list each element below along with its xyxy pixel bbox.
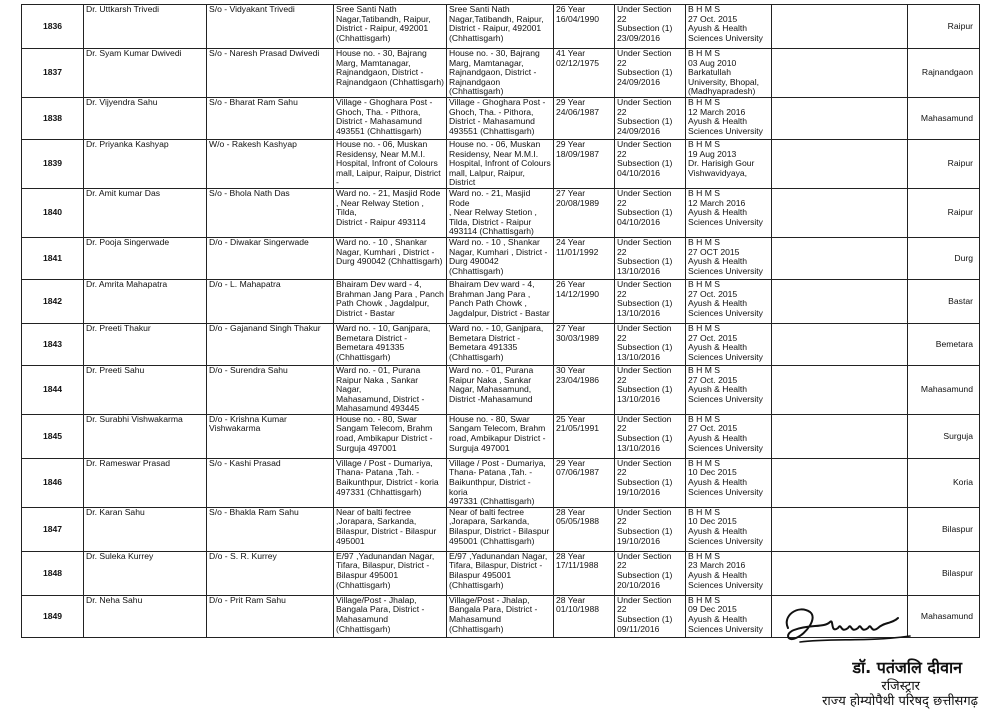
qualification: B H M S 27 Oct. 2015 Ayush & Health Sciences University: [686, 323, 772, 365]
district: Raipur: [908, 5, 980, 49]
serial-number: 1848: [22, 551, 84, 595]
registration-section: Under Section 22 Subsection (1) 23/09/2016: [615, 5, 686, 49]
permanent-address: Ward no. - 10 , Shankar Nagar, Kumhari , District - Durg 490042 (Chhattisgarh): [334, 237, 447, 279]
serial-number: 1838: [22, 97, 84, 139]
blank-cell: [772, 237, 908, 279]
permanent-address: Ward no. - 10, Ganjpara, Bemetara District - Bemetara 491335 (Chhattisgarh): [334, 323, 447, 365]
blank-cell: [772, 414, 908, 458]
qualification: B H M S 27 OCT 2015 Ayush & Health Sciences University: [686, 237, 772, 279]
correspondence-address: E/97 ,Yadunandan Nagar, Tifara, Bilaspur, District - Bilaspur 495001 (Chhattisgarh): [447, 551, 554, 595]
table-row: [22, 49, 980, 98]
applicant-name: Dr. Priyanka Kashyap: [84, 139, 207, 188]
registration-section: Under Section 22 Subsection (1) 24/09/2016: [615, 97, 686, 139]
district: Raipur: [908, 139, 980, 188]
applicant-name: Dr. Pooja Singerwade: [84, 237, 207, 279]
blank-cell: [772, 139, 908, 188]
applicant-name: Dr. Vijyendra Sahu: [84, 97, 207, 139]
serial-number: 1845: [22, 414, 84, 458]
applicant-relation: S/o - Kashi Prasad: [207, 458, 334, 507]
applicant-relation: D/o - Diwakar Singerwade: [207, 237, 334, 279]
applicant-name: Dr. Rameswar Prasad: [84, 458, 207, 507]
serial-number: 1847: [22, 507, 84, 551]
serial-number: 1844: [22, 365, 84, 414]
blank-cell: [772, 458, 908, 507]
signatory-organization: राज्य होम्योपैथी परिषद् छत्तीसगढ़: [822, 694, 978, 709]
applicant-name: Dr. Preeti Sahu: [84, 365, 207, 414]
qualification: B H M S 03 Aug 2010 Barkatullah University, Bhopal, (Madhyapradesh): [686, 49, 772, 98]
district: Bastar: [908, 279, 980, 323]
registration-section: Under Section 22 Subsection (1) 13/10/2016: [615, 323, 686, 365]
qualification: B H M S 12 March 2016 Ayush & Health Sciences University: [686, 97, 772, 139]
correspondence-address: Ward no. - 21, Masjid Rode , Near Relway Stetion , Tilda, District - Raipur 493114 (Chhattisgarh): [447, 188, 554, 237]
age-and-dob: 25 Year 21/05/1991: [554, 414, 615, 458]
applicant-name: Dr. Neha Sahu: [84, 595, 207, 637]
applicant-relation: D/o - Surendra Sahu: [207, 365, 334, 414]
applicant-name: Dr. Amit kumar Das: [84, 188, 207, 237]
age-and-dob: 29 Year 24/06/1987: [554, 97, 615, 139]
correspondence-address: House no. - 80, Swar Sangam Telecom, Brahm road, Ambikapur District - Surguja 497001: [447, 414, 554, 458]
table-row: [22, 279, 980, 323]
district: Rajnandgaon: [908, 49, 980, 98]
blank-cell: [772, 5, 908, 49]
table-row: [22, 5, 980, 49]
district: Bilaspur: [908, 507, 980, 551]
serial-number: 1841: [22, 237, 84, 279]
applicant-relation: S/o - Naresh Prasad Dwivedi: [207, 49, 334, 98]
registration-section: Under Section 22 Subsection (1) 24/09/2016: [615, 49, 686, 98]
serial-number: 1843: [22, 323, 84, 365]
registration-section: Under Section 22 Subsection (1) 04/10/2016: [615, 188, 686, 237]
qualification: B H M S 12 March 2016 Ayush & Health Sciences University: [686, 188, 772, 237]
permanent-address: House no. - 80, Swar Sangam Telecom, Brahm road, Ambikapur District - Surguja 497001: [334, 414, 447, 458]
permanent-address: Ward no. - 01, Purana Raipur Naka , Sankar Nagar, Mahasamund, District - Mahasamund 493445: [334, 365, 447, 414]
applicant-relation: S/o - Bharat Ram Sahu: [207, 97, 334, 139]
registration-table: [21, 4, 980, 638]
district: Koria: [908, 458, 980, 507]
district: Raipur: [908, 188, 980, 237]
registration-section: Under Section 22 Subsection (1) 20/10/2016: [615, 551, 686, 595]
table-row: [22, 507, 980, 551]
permanent-address: Village / Post - Dumariya, Thana- Patana ,Tah. - Baikunthpur, District - koria 497331 (Chhattisgarh): [334, 458, 447, 507]
applicant-name: Dr. Uttkarsh Trivedi: [84, 5, 207, 49]
table-row: [22, 323, 980, 365]
qualification: B H M S 27 Oct. 2015 Ayush & Health Sciences University: [686, 365, 772, 414]
table-row: [22, 458, 980, 507]
permanent-address: Near of balti fectree ,Jorapara, Sarkanda, Bilaspur, District - Bilaspur 495001: [334, 507, 447, 551]
qualification: B H M S 27 Oct. 2015 Ayush & Health Sciences University: [686, 279, 772, 323]
table-row: [22, 237, 980, 279]
applicant-name: Dr. Surabhi Vishwakarma: [84, 414, 207, 458]
blank-cell: [772, 323, 908, 365]
serial-number: 1842: [22, 279, 84, 323]
correspondence-address: Near of balti fectree ,Jorapara, Sarkanda, Bilaspur, District - Bilaspur 495001 (Chhattisgarh): [447, 507, 554, 551]
age-and-dob: 27 Year 20/08/1989: [554, 188, 615, 237]
table-row: [22, 139, 980, 188]
table-row: [22, 414, 980, 458]
correspondence-address: Ward no. - 10 , Shankar Nagar, Kumhari , District - Durg 490042 (Chhattisgarh): [447, 237, 554, 279]
registration-section: Under Section 22 Subsection (1) 04/10/2016: [615, 139, 686, 188]
permanent-address: Bhairam Dev ward - 4, Brahman Jang Para , Panch Path Chowk , Jagdalpur, District - Bastar: [334, 279, 447, 323]
age-and-dob: 28 Year 05/05/1988: [554, 507, 615, 551]
permanent-address: Village - Ghoghara Post - Ghoch, Tha. - Pithora, District - Mahasamund 493551 (Chhattisgarh): [334, 97, 447, 139]
registration-section: Under Section 22 Subsection (1) 13/10/2016: [615, 365, 686, 414]
qualification: B H M S 27 Oct. 2015 Ayush & Health Sciences University: [686, 414, 772, 458]
blank-cell: [772, 365, 908, 414]
applicant-relation: D/o - S. R. Kurrey: [207, 551, 334, 595]
applicant-name: Dr. Preeti Thakur: [84, 323, 207, 365]
applicant-relation: W/o - Rakesh Kashyap: [207, 139, 334, 188]
age-and-dob: 29 Year 07/06/1987: [554, 458, 615, 507]
correspondence-address: Sree Santi Nath Nagar,Tatibandh, Raipur, District - Raipur, 492001 (Chhattisgarh): [447, 5, 554, 49]
blank-cell: [772, 507, 908, 551]
serial-number: 1837: [22, 49, 84, 98]
correspondence-address: Bhairam Dev ward - 4, Brahman Jang Para , Panch Path Chowk , Jagdalpur, District - Bastar: [447, 279, 554, 323]
age-and-dob: 29 Year 18/09/1987: [554, 139, 615, 188]
signatory-title: रजिस्ट्रार: [881, 679, 920, 694]
serial-number: 1840: [22, 188, 84, 237]
registration-section: Under Section 22 Subsection (1) 09/11/2016: [615, 595, 686, 637]
serial-number: 1839: [22, 139, 84, 188]
serial-number: 1846: [22, 458, 84, 507]
serial-number: 1836: [22, 5, 84, 49]
handwritten-signature: [780, 598, 920, 650]
qualification: B H M S 10 Dec 2015 Ayush & Health Sciences University: [686, 458, 772, 507]
blank-cell: [772, 279, 908, 323]
permanent-address: House no. - 06, Muskan Residensy, Near M.M.I. Hospital, Infront of Colours mall, Laipur, Raipur, District -: [334, 139, 447, 188]
permanent-address: Village/Post - Jhalap, Bangala Para, District - Mahasamund (Chhattisgarh): [334, 595, 447, 637]
age-and-dob: 30 Year 23/04/1986: [554, 365, 615, 414]
applicant-relation: S/o - Bhakla Ram Sahu: [207, 507, 334, 551]
serial-number: 1849: [22, 595, 84, 637]
table-row: [22, 551, 980, 595]
registration-section: Under Section 22 Subsection (1) 19/10/2016: [615, 458, 686, 507]
age-and-dob: 41 Year 02/12/1975: [554, 49, 615, 98]
signatory-name: डॉ. पतंजलि दीवान: [852, 658, 962, 677]
qualification: B H M S 23 March 2016 Ayush & Health Sciences University: [686, 551, 772, 595]
blank-cell: [772, 188, 908, 237]
applicant-relation: D/o - Gajanand Singh Thakur: [207, 323, 334, 365]
correspondence-address: House no. - 06, Muskan Residensy, Near M.M.I. Hospital, Infront of Colours mall, Lalpur, Raipur, District: [447, 139, 554, 188]
age-and-dob: 26 Year 14/12/1990: [554, 279, 615, 323]
table-row: [22, 188, 980, 237]
applicant-name: Dr. Amrita Mahapatra: [84, 279, 207, 323]
district: Mahasamund: [908, 97, 980, 139]
registration-section: Under Section 22 Subsection (1) 13/10/2016: [615, 414, 686, 458]
qualification: B H M S 27 Oct. 2015 Ayush & Health Sciences University: [686, 5, 772, 49]
age-and-dob: 24 Year 11/01/1992: [554, 237, 615, 279]
permanent-address: House no. - 30, Bajrang Marg, Mamtanagar, Rajnandgaon, District - Rajnandgaon (Chhattisgarh): [334, 49, 447, 98]
district: Surguja: [908, 414, 980, 458]
correspondence-address: Ward no. - 01, Purana Raipur Naka , Sankar Nagar, Mahasamund, District -Mahasamund: [447, 365, 554, 414]
table-row: [22, 365, 980, 414]
blank-cell: [772, 551, 908, 595]
correspondence-address: House no. - 30, Bajrang Marg, Mamtanagar, Rajnandgaon, District - Rajnandgaon (Chhattisgarh): [447, 49, 554, 98]
registration-section: Under Section 22 Subsection (1) 13/10/2016: [615, 237, 686, 279]
qualification: B H M S 09 Dec 2015 Ayush & Health Sciences University: [686, 595, 772, 637]
age-and-dob: 26 Year 16/04/1990: [554, 5, 615, 49]
qualification: B H M S 10 Dec 2015 Ayush & Health Sciences University: [686, 507, 772, 551]
applicant-name: Dr. Suleka Kurrey: [84, 551, 207, 595]
blank-cell: [772, 97, 908, 139]
permanent-address: Sree Santi Nath Nagar,Tatibandh, Raipur, District - Raipur, 492001 (Chhattisgarh): [334, 5, 447, 49]
signature-block: [700, 598, 990, 710]
age-and-dob: 28 Year 01/10/1988: [554, 595, 615, 637]
district: Bemetara: [908, 323, 980, 365]
qualification: B H M S 19 Aug 2013 Dr. Harisigh Gour Vishwavidyaya,: [686, 139, 772, 188]
age-and-dob: 27 Year 30/03/1989: [554, 323, 615, 365]
correspondence-address: Village / Post - Dumariya, Thana- Patana ,Tah. - Baikunthpur, District - koria 497331 (Chhattisgarh): [447, 458, 554, 507]
correspondence-address: Village/Post - Jhalap, Bangala Para, District - Mahasamund (Chhattisgarh): [447, 595, 554, 637]
correspondence-address: Village - Ghoghara Post - Ghoch, Tha. - Pithora, District - Mahasamund 493551 (Chhattisgarh): [447, 97, 554, 139]
age-and-dob: 28 Year 17/11/1988: [554, 551, 615, 595]
applicant-name: Dr. Syam Kumar Dwivedi: [84, 49, 207, 98]
permanent-address: E/97 ,Yadunandan Nagar, Tifara, Bilaspur, District - Bilaspur 495001 (Chhattisgarh): [334, 551, 447, 595]
district: Mahasamund: [908, 595, 980, 637]
district: Durg: [908, 237, 980, 279]
applicant-relation: D/o - L. Mahapatra: [207, 279, 334, 323]
applicant-relation: D/o - Krishna Kumar Vishwakarma: [207, 414, 334, 458]
registration-section: Under Section 22 Subsection (1) 19/10/2016: [615, 507, 686, 551]
blank-cell: [772, 49, 908, 98]
applicant-relation: S/o - Bhola Nath Das: [207, 188, 334, 237]
applicant-relation: D/o - Prit Ram Sahu: [207, 595, 334, 637]
district: Bilaspur: [908, 551, 980, 595]
registration-section: Under Section 22 Subsection (1) 13/10/2016: [615, 279, 686, 323]
district: Mahasamund: [908, 365, 980, 414]
applicant-relation: S/o - Vidyakant Trivedi: [207, 5, 334, 49]
table-row: [22, 97, 980, 139]
correspondence-address: Ward no. - 10, Ganjpara, Bemetara District - Bemetara 491335 (Chhattisgarh): [447, 323, 554, 365]
applicant-name: Dr. Karan Sahu: [84, 507, 207, 551]
permanent-address: Ward no. - 21, Masjid Rode , Near Relway Stetion , Tilda, District - Raipur 493114: [334, 188, 447, 237]
